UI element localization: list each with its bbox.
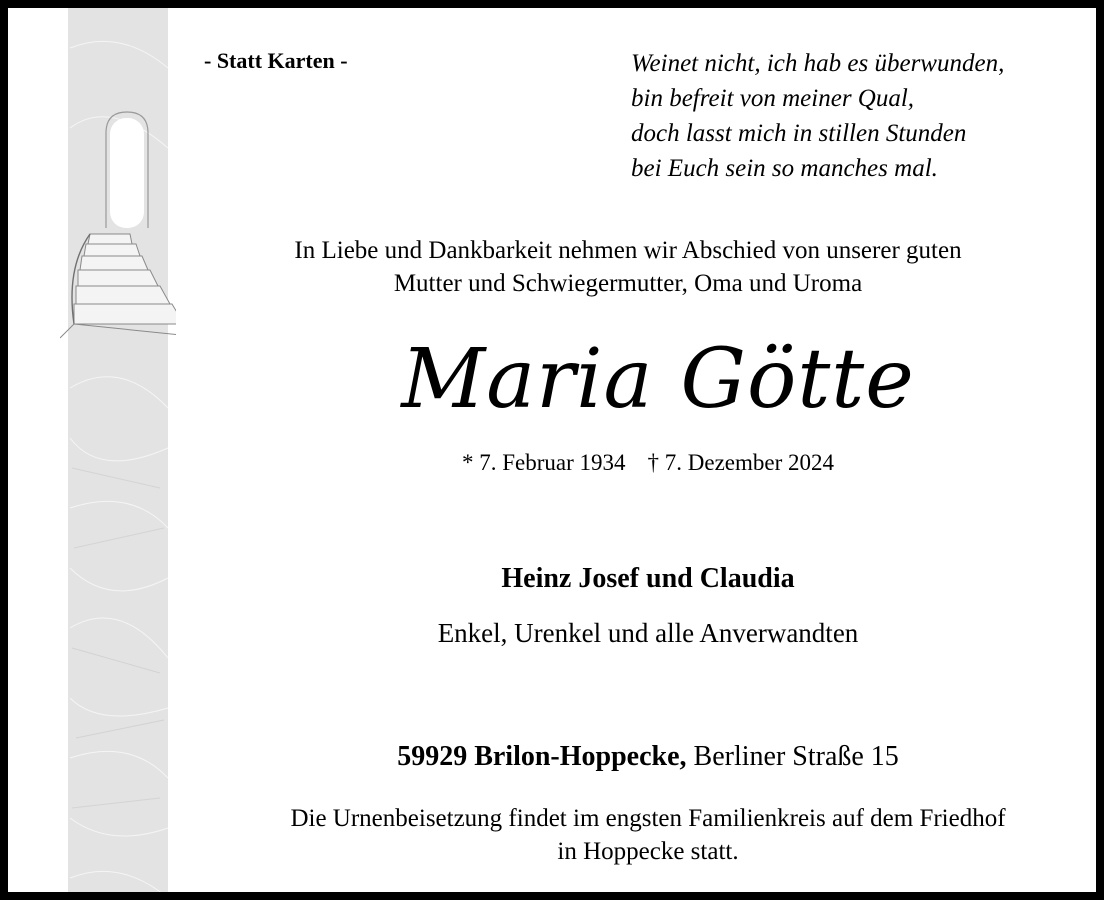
poem-line: doch lasst mich in stillen Stunden bbox=[631, 120, 967, 147]
intro-line: Mutter und Schwiegermutter, Oma und Uroma bbox=[393, 270, 863, 297]
birth-date: * 7. Februar 1934 bbox=[461, 450, 626, 475]
poem-line: bin befreit von meiner Qual, bbox=[631, 85, 915, 112]
mourner-relatives: Enkel, Urenkel und alle Anverwandten bbox=[437, 618, 859, 648]
mourner-family: Heinz Josef und Claudia bbox=[501, 563, 795, 594]
poem-line: bei Euch sein so manches mal. bbox=[631, 155, 938, 182]
address bbox=[308, 741, 988, 773]
stairway-decoration bbox=[60, 8, 176, 900]
deceased-name: Maria Götte bbox=[401, 332, 915, 427]
burial-line: in Hoppecke statt. bbox=[557, 838, 739, 865]
burial-notice bbox=[208, 802, 1088, 868]
burial-line: Die Urnenbeisetzung findet im engsten Familienkreis auf dem Friedhof bbox=[290, 805, 1006, 832]
life-dates bbox=[308, 450, 988, 476]
poem bbox=[631, 46, 1004, 186]
statt-karten-label: - Statt Karten - bbox=[204, 48, 348, 73]
poem-line: Weinet nicht, ich hab es überwunden, bbox=[631, 50, 1005, 77]
address-city: 59929 Brilon-Hoppecke, bbox=[397, 741, 687, 772]
intro-line: In Liebe und Dankbarkeit nehmen wir Abschied von unserer guten bbox=[294, 237, 962, 264]
address-street: Berliner Straße 15 bbox=[693, 741, 899, 772]
intro-text bbox=[178, 234, 1078, 300]
death-date: † 7. Dezember 2024 bbox=[647, 450, 835, 475]
